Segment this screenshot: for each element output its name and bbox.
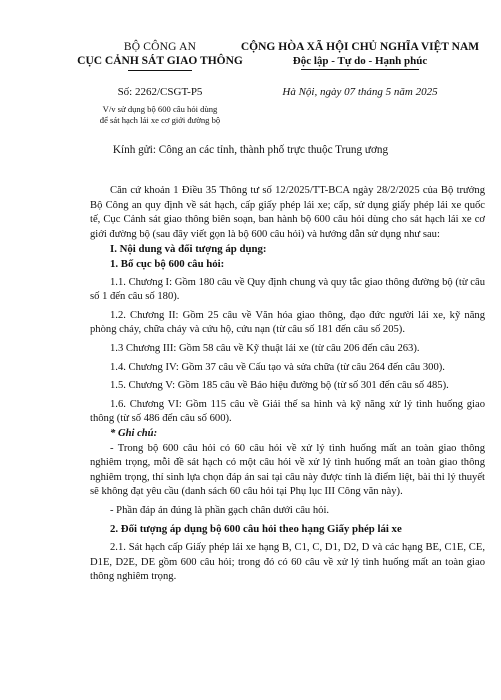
country-name: CỘNG HÒA XÃ HỘI CHỦ NGHĨA VIỆT NAM	[240, 41, 480, 53]
chapter-item: 1.6. Chương VI: Gồm 115 câu về Giải thế sa hình và kỹ năng xử lý tình huống giao thông (từ số 486 đến câu số 600).	[90, 398, 485, 425]
department-name: CỤC CẢNH SÁT GIAO THÔNG	[77, 55, 243, 67]
intro-paragraph: Căn cứ khoản 1 Điều 35 Thông tư số 12/2025/TT-BCA ngày 28/2/2025 của Bộ trưởng Bộ Công an quy định về sát hạch, cấp giấy phép lái xe; cấp, sử dụng giấy phép lái xe quốc tế, Cục Cảnh sát giao thông biên soạn, ban hành bộ 600 câu hỏi dùng cho sát hạch lái xe cơ giới đường bộ (sau đây viết gọn là bộ 600 câu hỏi) và hướng dẫn sử dụng như sau:	[90, 185, 485, 240]
note-item: - Phần đáp án đúng là phần gạch chân dưới câu hỏi.	[110, 504, 330, 516]
chapter-item: 1.1. Chương I: Gồm 180 câu về Quy định chung và quy tắc giao thông đường bộ (từ câu số 1 đến câu số 180).	[90, 276, 485, 303]
subsection-heading-1: 1. Bố cục bộ 600 câu hỏi:	[110, 257, 225, 270]
document-subject	[60, 104, 260, 125]
motto-underline	[301, 69, 419, 70]
chapter-item: 1.2. Chương II: Gồm 25 câu về Văn hóa giao thông, đạo đức người lái xe, kỹ năng phòng cháy, chữa cháy và cứu hộ, cứu nạn (từ câu số 181 đến câu số 205).	[90, 309, 485, 336]
issuing-agency-block	[60, 40, 260, 71]
subject-line-2: để sát hạch lái xe cơ giới đường bộ	[99, 114, 221, 125]
place-and-date: Hà Nội, ngày 07 tháng 5 năm 2025	[282, 86, 438, 98]
paragraph-2-1: 2.1. Sát hạch cấp Giấy phép lái xe hạng B, C1, C, D1, D2, D và các hạng BE, C1E, CE, D1E, D2E, DE gồm 600 câu hỏi; trong đó có 60 câu về xử lý tình huống mất an toàn giao thông nghiêm trọng.	[90, 542, 485, 583]
ministry-name: BỘ CÔNG AN	[123, 41, 197, 53]
document-number: Số: 2262/CSGT-P5	[117, 86, 203, 98]
addressee-line: Kính gửi: Công an các tỉnh, thành phố trực thuộc Trung ương	[112, 144, 389, 156]
chapter-item: 1.4. Chương IV: Gồm 37 câu về Cấu tạo và sửa chữa (từ câu 264 đến câu 300).	[110, 361, 445, 373]
note-heading: * Ghi chú:	[110, 427, 158, 439]
national-title-block	[235, 40, 485, 70]
agency-underline	[128, 70, 192, 71]
subsection-heading-2: 2. Đối tượng áp dụng bộ 600 câu hỏi theo hạng Giấy phép lái xe	[110, 523, 402, 536]
national-motto: Độc lập - Tự do - Hạnh phúc	[292, 55, 428, 67]
section-heading-1: I. Nội dung và đối tượng áp dụng:	[110, 243, 267, 256]
note-item: - Trong bộ 600 câu hỏi có 60 câu hỏi về xử lý tình huống mất an toàn giao thông nghiêm trọng, mỗi đề sát hạch có một câu hỏi về xử lý tình huống mất an toàn giao thông nghiêm trọng, thí sinh lựa chọn đáp án sai tại câu này được tính là điểm liệt, bài thi lý thuyết sẽ không đạt yêu cầu (danh sách 60 câu hỏi tại Phụ lục III Công văn này).	[90, 442, 485, 498]
chapter-item: 1.3 Chương III: Gồm 58 câu về Kỹ thuật lái xe (từ câu 206 đến câu 263).	[110, 342, 420, 354]
subject-line-1: V/v sử dụng bộ 600 câu hỏi dùng	[102, 104, 218, 114]
document-body	[90, 184, 485, 585]
chapter-item: 1.5. Chương V: Gồm 185 câu về Báo hiệu đường bộ (từ số 301 đến câu số 485).	[110, 380, 449, 392]
